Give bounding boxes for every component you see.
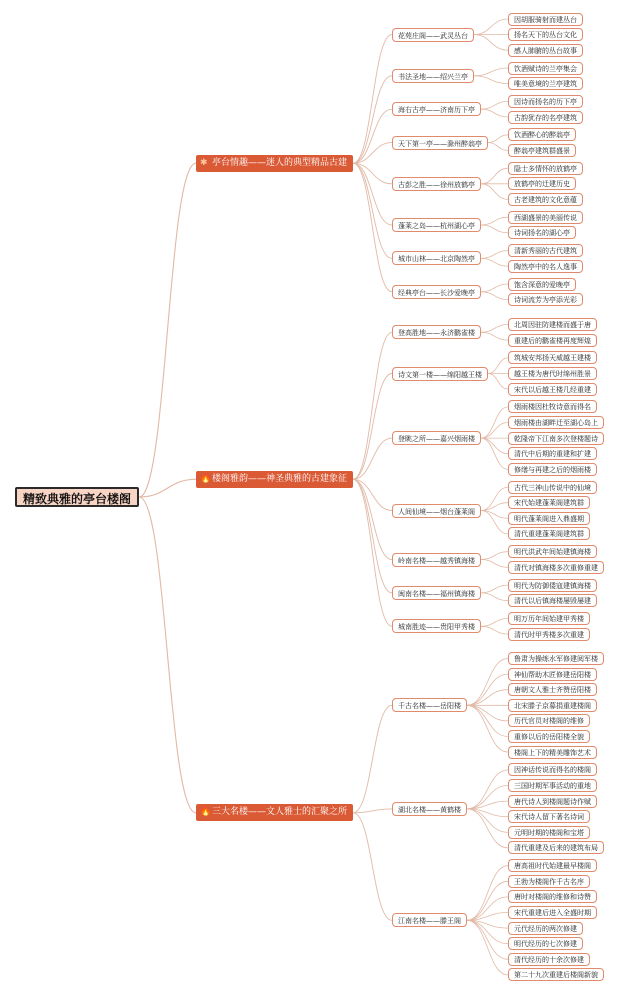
- leaf-topic[interactable]: 宋代诗人留下著名诗词: [508, 810, 590, 823]
- leaf-topic[interactable]: 明代经历的七次修建: [508, 937, 583, 950]
- leaf-topic[interactable]: 唐朝文人雅士齐赞岳阳楼: [508, 683, 597, 696]
- leaf-topic[interactable]: 重建后的鹳雀楼再度辉煌: [508, 334, 597, 347]
- root-topic[interactable]: 精致典雅的亭台楼阁: [15, 487, 139, 507]
- connector-line: [481, 325, 508, 333]
- leaf-topic[interactable]: 清代重建及后来的建筑布局: [508, 841, 604, 854]
- leaf-topic[interactable]: 清代时甲秀楼多次重建: [508, 628, 590, 641]
- connector-line: [353, 479, 392, 626]
- connector-line: [353, 109, 392, 163]
- leaf-topic[interactable]: 明代为防御倭寇建镇海楼: [508, 579, 597, 592]
- connector-line: [481, 407, 508, 438]
- connector-line: [474, 76, 508, 84]
- leaf-topic[interactable]: 王勃为楼阁作千古名序: [508, 875, 590, 888]
- leaf-topic[interactable]: 修缮与再建之后的烟雨楼: [508, 463, 597, 476]
- subtopic[interactable]: 古彭之胜——徐州放鹤亭: [392, 177, 481, 191]
- connector-line: [481, 626, 508, 634]
- connector-line: [353, 332, 392, 479]
- subtopic[interactable]: 湖北名楼——黄鹤楼: [392, 802, 467, 816]
- connector-line: [467, 690, 508, 706]
- leaf-topic[interactable]: 北周因驻防建楼而盛于唐: [508, 318, 597, 331]
- subtopic[interactable]: 登眺之所——嘉兴烟雨楼: [392, 431, 481, 445]
- leaf-topic[interactable]: 古韵犹存的名亭建筑: [508, 111, 583, 124]
- connector-line: [353, 163, 392, 292]
- fire-icon: 🔥: [200, 807, 212, 818]
- subtopic[interactable]: 闽南名楼——福州镇海楼: [392, 586, 481, 600]
- leaf-topic[interactable]: 越王楼为唐代时绵州胜景: [508, 367, 597, 380]
- connector-line: [467, 770, 508, 809]
- connector-line: [353, 76, 392, 163]
- connector-line: [353, 813, 392, 921]
- leaf-topic[interactable]: 烟雨楼由湖畔迁至湖心岛上: [508, 416, 604, 429]
- subtopic[interactable]: 人间仙境——烟台蓬莱阁: [392, 504, 481, 518]
- leaf-topic[interactable]: 明代蓬莱阁进入鼎盛期: [508, 512, 590, 525]
- leaf-topic[interactable]: 宋代始建蓬莱阁建筑群: [508, 496, 590, 509]
- leaf-topic[interactable]: 乾隆帝下江南多次登楼题诗: [508, 432, 604, 445]
- connector-line: [481, 593, 508, 601]
- leaf-topic[interactable]: 唐代诗人到楼阁题诗作赋: [508, 795, 597, 808]
- connector-line: [481, 292, 508, 300]
- connector-line: [474, 35, 508, 51]
- leaf-topic[interactable]: 元代经历的两次修建: [508, 922, 583, 935]
- main-branch-label: 亭台情趣——迷人的典型精品古建: [212, 157, 348, 168]
- connector-line: [488, 135, 508, 143]
- leaf-topic[interactable]: 明万历年间始建甲秀楼: [508, 612, 590, 625]
- connector-line: [353, 35, 392, 164]
- connector-line: [353, 705, 392, 813]
- connector-line: [353, 163, 392, 225]
- connector-line: [488, 374, 508, 390]
- subtopic[interactable]: 千古名楼——岳阳楼: [392, 698, 467, 712]
- connector-line: [481, 284, 508, 292]
- main-branch[interactable]: [196, 155, 353, 172]
- leaf-topic[interactable]: 唐时对楼阁的维修和诗赞: [508, 890, 597, 903]
- leaf-topic[interactable]: 古代三神山传说中的仙境: [508, 481, 597, 494]
- connector-line: [488, 358, 508, 374]
- connector-line: [481, 184, 508, 200]
- connector-line: [353, 479, 392, 559]
- subtopic[interactable]: 城市山林——北京陶然亭: [392, 251, 481, 265]
- leaf-topic[interactable]: 清代重建蓬莱阁建筑群: [508, 527, 590, 540]
- connector-line: [467, 809, 508, 848]
- connector-line: [481, 332, 508, 340]
- main-branch[interactable]: [196, 804, 353, 821]
- leaf-topic[interactable]: 饱含深意的爱晚亭: [508, 278, 576, 291]
- fire-icon: 🔥: [200, 473, 212, 484]
- leaf-topic[interactable]: 清代以后镇海楼屡毁屡建: [508, 594, 597, 607]
- gear-icon: ✱: [200, 157, 208, 168]
- leaf-topic[interactable]: 诗词流芳为亭添光彩: [508, 293, 583, 306]
- subtopic[interactable]: 江南名楼——滕王阁: [392, 913, 467, 927]
- connector-line: [474, 68, 508, 76]
- connector-line: [481, 251, 508, 259]
- subtopic[interactable]: 海右古亭——济南历下亭: [392, 102, 481, 116]
- leaf-topic[interactable]: 因胡服骑射而建丛台: [508, 13, 583, 26]
- connector-line: [481, 552, 508, 560]
- subtopic[interactable]: 城南胜迹——贵阳甲秀楼: [392, 619, 481, 633]
- connector-line: [139, 163, 196, 497]
- leaf-topic[interactable]: 饮酒醉心的醉翁亭: [508, 128, 576, 141]
- leaf-topic[interactable]: 唯美意境的兰亭建筑: [508, 77, 583, 90]
- subtopic[interactable]: 书法圣地——绍兴兰亭: [392, 69, 474, 83]
- leaf-topic[interactable]: 历代官员对楼阁的维修: [508, 714, 590, 727]
- subtopic[interactable]: 诗文第一楼——绵阳越王楼: [392, 367, 488, 381]
- connector-line: [481, 217, 508, 225]
- leaf-topic[interactable]: 扬名天下的丛台文化: [508, 28, 583, 41]
- connector-line: [467, 659, 508, 706]
- main-branch-label: 楼阁雅韵——神圣典雅的古建象征: [212, 473, 348, 484]
- leaf-topic[interactable]: 因诗而扬名的历下亭: [508, 95, 583, 108]
- connector-line: [481, 423, 508, 439]
- connector-line: [467, 705, 508, 736]
- leaf-topic[interactable]: 清代经历的十余次修建: [508, 953, 590, 966]
- subtopic[interactable]: 岭南名楼——越秀镇海楼: [392, 553, 481, 567]
- leaf-topic[interactable]: 诗词扬名的湖心亭: [508, 226, 576, 239]
- connector-line: [481, 109, 508, 117]
- leaf-topic[interactable]: 醉翁亭建筑群盛景: [508, 144, 576, 157]
- connector-line: [139, 497, 196, 813]
- subtopic[interactable]: 天下第一亭——滁州醉翁亭: [392, 136, 488, 150]
- connector-line: [467, 866, 508, 921]
- leaf-topic[interactable]: 宋代以后越王楼几经重建: [508, 383, 597, 396]
- leaf-topic[interactable]: 感人肺腑的丛台故事: [508, 44, 583, 57]
- leaf-topic[interactable]: 神仙帮助木匠修建岳阳楼: [508, 668, 597, 681]
- subtopic[interactable]: 花苑庄阁——武灵丛台: [392, 28, 474, 42]
- subtopic[interactable]: 登高胜地——永济鹳雀楼: [392, 325, 481, 339]
- leaf-topic[interactable]: 北宋滕子京募捐重建楼阁: [508, 699, 597, 712]
- connector-line: [481, 258, 508, 266]
- leaf-topic[interactable]: 饮酒赋诗的兰亭集会: [508, 62, 583, 75]
- leaf-topic[interactable]: 烟雨楼因杜牧诗意而得名: [508, 400, 597, 413]
- connector-line: [481, 560, 508, 568]
- connector-line: [353, 374, 392, 480]
- connector-line: [467, 920, 508, 959]
- leaf-topic[interactable]: 隐士多情怀的放鹤亭: [508, 162, 583, 175]
- connector-line: [353, 479, 392, 593]
- main-branch-label: 三大名楼——文人雅士的汇聚之所: [212, 807, 348, 818]
- connector-line: [467, 674, 508, 705]
- connector-line: [353, 438, 392, 479]
- main-branch[interactable]: [196, 471, 353, 488]
- connector-line: [481, 101, 508, 109]
- connector-line: [467, 920, 508, 975]
- connector-line: [481, 619, 508, 627]
- leaf-topic[interactable]: 宋代重建后进入全盛时期: [508, 906, 597, 919]
- subtopic[interactable]: 经典亭台——长沙爱晚亭: [392, 285, 481, 299]
- leaf-topic[interactable]: 筑城安邦扬天威越王建楼: [508, 351, 597, 364]
- leaf-topic[interactable]: 因神话传说而得名的楼阁: [508, 763, 597, 776]
- connector-line: [353, 163, 392, 258]
- subtopic[interactable]: 蓬莱之岛——杭州湖心亭: [392, 218, 481, 232]
- leaf-topic[interactable]: 三国时期军事活动的重地: [508, 779, 597, 792]
- leaf-topic[interactable]: 第二十九次重建后楼阁新貌: [508, 968, 604, 981]
- leaf-topic[interactable]: 唐高祖时代始建最早楼阁: [508, 859, 597, 872]
- connector-line: [467, 705, 508, 752]
- leaf-topic[interactable]: 清代中后期的重建和扩建: [508, 447, 597, 460]
- connector-line: [467, 881, 508, 920]
- leaf-topic[interactable]: 西湖盛景的美丽传说: [508, 211, 583, 224]
- connector-line: [481, 168, 508, 184]
- leaf-topic[interactable]: 陶然亭中的名人逸事: [508, 260, 583, 273]
- leaf-topic[interactable]: 清新秀丽的古代建筑: [508, 244, 583, 257]
- connector-line: [481, 438, 508, 454]
- leaf-topic[interactable]: 放鹤亭的迁建历史: [508, 177, 576, 190]
- connector-line: [481, 438, 508, 469]
- connector-line: [481, 585, 508, 593]
- leaf-topic[interactable]: 重修以后的岳阳楼全貌: [508, 730, 590, 743]
- leaf-topic[interactable]: 明代洪武年间始建镇海楼: [508, 545, 597, 558]
- leaf-topic[interactable]: 古老建筑的文化意蕴: [508, 193, 583, 206]
- connector-line: [474, 19, 508, 35]
- leaf-topic[interactable]: 鲁肃为操练水军修建阅军楼: [508, 652, 604, 665]
- connector-line: [139, 479, 196, 497]
- connector-line: [488, 143, 508, 151]
- leaf-topic[interactable]: 元明时期的楼阁和宝塔: [508, 826, 590, 839]
- leaf-topic[interactable]: 清代对镇海楼多次重修重建: [508, 561, 604, 574]
- connector-line: [481, 225, 508, 233]
- connector-line: [467, 705, 508, 721]
- leaf-topic[interactable]: 楼阁上下的精美雕饰艺术: [508, 746, 597, 759]
